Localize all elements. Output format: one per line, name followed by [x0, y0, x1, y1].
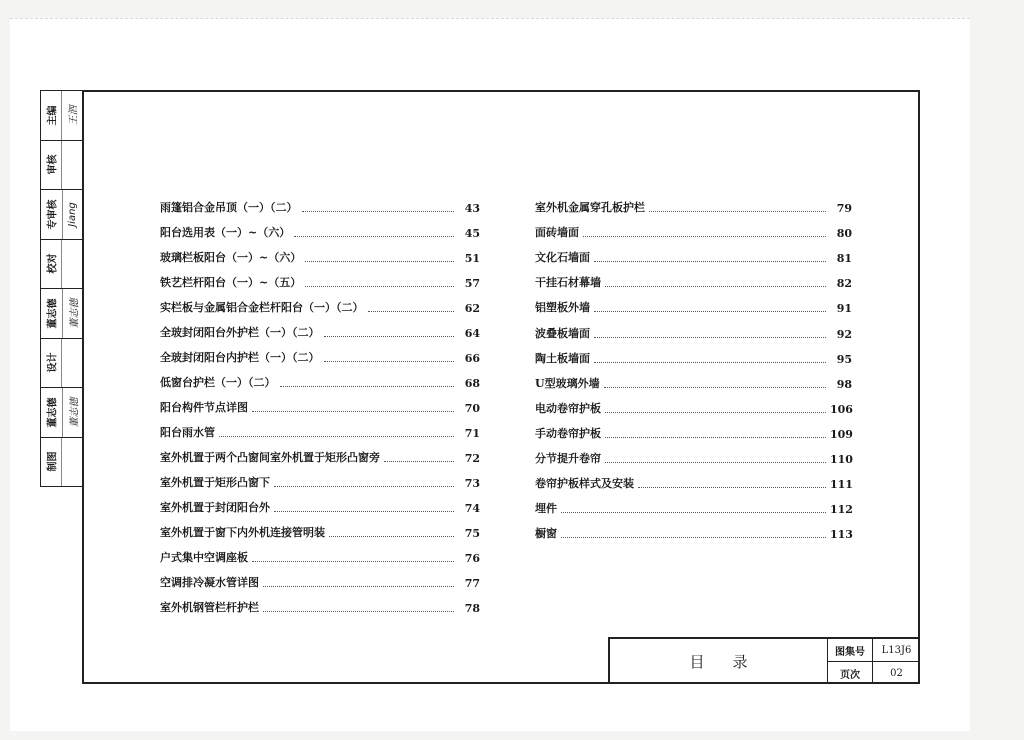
leader-dots [561, 537, 826, 538]
leader-dots [368, 311, 455, 312]
toc-entry-title: 实栏板与金属铝合金栏杆阳台（一）（二） [160, 301, 364, 314]
toc-entry-title: 全玻封闭阳台内护栏（一）（二） [160, 351, 320, 364]
leader-dots [252, 561, 454, 562]
signature-sidebar [40, 90, 82, 487]
toc-entry-title: 面砖墙面 [535, 226, 579, 240]
toc-entry-title: 室外机置于封闭阳台外 [160, 501, 270, 514]
toc-entry-title: 文化石墙面 [535, 251, 590, 265]
toc-entry-page: 80 [836, 227, 852, 241]
sidebar-role: 董志德 [47, 397, 59, 428]
toc-entry-title: 分节提升卷帘 [535, 452, 601, 466]
toc-entry[interactable] [160, 190, 480, 215]
toc-entry-page: 109 [830, 427, 853, 441]
toc-entry-title: 铁艺栏杆阳台（一）~（五） [160, 276, 302, 289]
leader-dots [305, 261, 454, 262]
title-block-meta [828, 639, 920, 684]
title-block [608, 637, 920, 684]
toc-entry[interactable] [160, 215, 480, 240]
toc-entry-page: 106 [830, 402, 853, 416]
toc-entry-page: 98 [836, 377, 852, 391]
toc-entry-page: 74 [464, 502, 480, 515]
toc-entry-page: 95 [836, 352, 852, 366]
sidebar-signature: 董志德 [69, 397, 81, 428]
toc-entry-page: 72 [464, 452, 480, 465]
sidebar-cell [41, 91, 82, 141]
toc-entry-page: 76 [464, 552, 480, 565]
toc-entry-page: 57 [464, 277, 480, 290]
leader-dots [638, 487, 826, 488]
leader-dots [594, 362, 826, 363]
toc-entry-title: 全玻封闭阳台外护栏（一）（二） [160, 326, 320, 339]
toc-entry-title: 阳台选用表（一）~（六） [160, 226, 291, 239]
sidebar-role: 制图 [47, 451, 59, 472]
leader-dots [324, 361, 455, 362]
leader-dots [604, 387, 826, 388]
sidebar-role: 审核 [47, 154, 59, 175]
leader-dots [649, 211, 826, 212]
toc-entry-title: U型玻璃外墙 [535, 376, 600, 390]
toc-left-column [160, 190, 480, 615]
toc-entry-page: 82 [836, 277, 852, 291]
page-number-value: 02 [890, 667, 903, 679]
toc-entry[interactable] [535, 441, 852, 466]
toc-entry-page: 51 [464, 252, 480, 265]
atlas-number-label: 图集号 [828, 639, 873, 661]
leader-dots [605, 412, 826, 413]
leader-dots [605, 462, 826, 463]
toc-entry-title: 埋件 [535, 502, 557, 516]
leader-dots [561, 512, 826, 513]
sidebar-cell [41, 388, 82, 438]
toc-entry-page: 73 [464, 477, 480, 490]
toc-entry[interactable] [160, 540, 480, 565]
toc-entry-title: 玻璃栏板阳台（一）~（六） [160, 251, 302, 264]
toc-entry-page: 64 [464, 327, 480, 340]
toc-entry[interactable] [160, 265, 480, 290]
toc-entry-title: 陶土板墙面 [535, 351, 590, 365]
toc-entry-title: 室外机金属穿孔板护栏 [535, 201, 645, 215]
toc-entry[interactable] [160, 565, 480, 590]
toc-entry-title: 铝塑板外墙 [535, 301, 590, 315]
toc-entry[interactable] [535, 366, 852, 391]
leader-dots [329, 536, 454, 537]
sidebar-role: 校对 [47, 253, 59, 274]
toc-entry[interactable] [535, 391, 852, 416]
toc-entry-page: 66 [464, 352, 480, 365]
sidebar-signature: Jiang [67, 201, 79, 227]
toc-entry-page: 78 [464, 602, 480, 615]
toc-entry-title: 波叠板墙面 [535, 326, 590, 340]
leader-dots [594, 311, 826, 312]
toc-entry[interactable] [160, 365, 480, 390]
leader-dots [605, 437, 826, 438]
toc-entry-page: 43 [464, 202, 480, 215]
toc-entry-title: 电动卷帘护板 [535, 401, 601, 415]
sidebar-role: 设计 [47, 352, 59, 373]
toc-entry[interactable] [160, 440, 480, 465]
toc-entry-title: 橱窗 [535, 527, 557, 541]
sidebar-signature: 董志德 [69, 298, 81, 329]
toc-entry-page: 71 [464, 427, 480, 440]
leader-dots [594, 337, 826, 338]
toc-entry-page: 112 [830, 503, 853, 517]
toc-entry-title: 阳台雨水管 [160, 426, 215, 439]
toc-entry-title: 干挂石材幕墙 [535, 276, 601, 290]
leader-dots [324, 336, 455, 337]
toc-entry[interactable] [535, 315, 852, 340]
toc-entry-title: 室外机置于两个凸窗间室外机置于矩形凸窗旁 [160, 451, 380, 464]
sidebar-role: 主编 [47, 105, 59, 126]
leader-dots [384, 461, 454, 462]
sidebar-cell [41, 339, 82, 389]
toc-entry-title: 室外机置于窗下内外机连接管明装 [160, 526, 325, 539]
leader-dots [294, 236, 454, 237]
toc-entry-page: 91 [836, 302, 852, 316]
toc-entry-page: 81 [836, 252, 852, 266]
atlas-number-value: L13J6 [881, 644, 912, 656]
toc-entry[interactable] [535, 491, 852, 516]
toc-entry[interactable] [160, 315, 480, 340]
toc-entry-title: 室外机置于矩形凸窗下 [160, 476, 270, 489]
toc-entry[interactable] [160, 465, 480, 490]
sidebar-cell [41, 141, 82, 191]
toc-entry-title: 阳台构件节点详图 [160, 401, 248, 414]
leader-dots [274, 511, 454, 512]
toc-entry[interactable] [535, 466, 852, 491]
leader-dots [263, 586, 454, 587]
toc-entry-page: 68 [464, 377, 480, 390]
toc-entry-title: 室外机钢管栏杆护栏 [160, 601, 259, 614]
toc-entry-title: 雨篷铝合金吊顶（一）（二） [160, 201, 298, 214]
leader-dots [594, 261, 826, 262]
leader-dots [274, 486, 454, 487]
toc-entry[interactable] [535, 265, 852, 290]
toc-entry-title: 低窗台护栏（一）（二） [160, 376, 276, 389]
toc-entry-page: 75 [464, 527, 480, 540]
leader-dots [605, 286, 826, 287]
toc-entry-page: 92 [836, 327, 852, 341]
sidebar-cell [41, 240, 82, 290]
leader-dots [219, 436, 454, 437]
toc-entry-page: 113 [830, 528, 853, 542]
leader-dots [305, 286, 454, 287]
toc-entry-page: 45 [464, 227, 480, 240]
toc-entry[interactable] [160, 415, 480, 440]
toc-entry[interactable] [160, 340, 480, 365]
toc-entry-title: 户式集中空调座板 [160, 551, 248, 564]
toc-entry-page: 62 [464, 302, 480, 315]
toc-entry-title: 空调排冷凝水管详图 [160, 576, 259, 589]
sidebar-cell [41, 289, 82, 339]
sidebar-cell [41, 190, 82, 240]
toc-entry[interactable] [160, 590, 480, 615]
toc-entry[interactable] [535, 215, 852, 240]
toc-entry[interactable] [160, 515, 480, 540]
leader-dots [302, 211, 455, 212]
sidebar-cell [41, 438, 82, 487]
leader-dots [583, 236, 826, 237]
sheet-title: 目录 [610, 639, 828, 684]
toc-entry-page: 70 [464, 402, 480, 415]
toc-entry[interactable] [160, 390, 480, 415]
toc-entry[interactable] [535, 416, 852, 441]
toc-entry[interactable] [160, 490, 480, 515]
toc-entry[interactable] [160, 240, 480, 265]
sidebar-signature: 王泗 [68, 105, 80, 126]
toc-entry-title: 卷帘护板样式及安装 [535, 477, 634, 491]
sidebar-role: 专审核 [47, 199, 59, 230]
toc-entry-title: 手动卷帘护板 [535, 426, 601, 440]
leader-dots [252, 411, 454, 412]
toc-entry-page: 110 [830, 453, 853, 467]
toc-entry[interactable] [535, 341, 852, 366]
toc-entry-page: 111 [830, 478, 853, 492]
toc-entry[interactable] [160, 290, 480, 315]
sidebar-role: 董志德 [47, 298, 59, 329]
toc-entry[interactable] [535, 190, 852, 215]
toc-right-column [535, 190, 852, 541]
toc-entry[interactable] [535, 516, 852, 541]
toc-entry-page: 77 [464, 577, 480, 590]
leader-dots [280, 386, 455, 387]
toc-entry-page: 79 [836, 202, 852, 216]
toc-entry[interactable] [535, 240, 852, 265]
leader-dots [263, 611, 454, 612]
page-number-label: 页次 [828, 662, 873, 684]
toc-entry[interactable] [535, 290, 852, 315]
